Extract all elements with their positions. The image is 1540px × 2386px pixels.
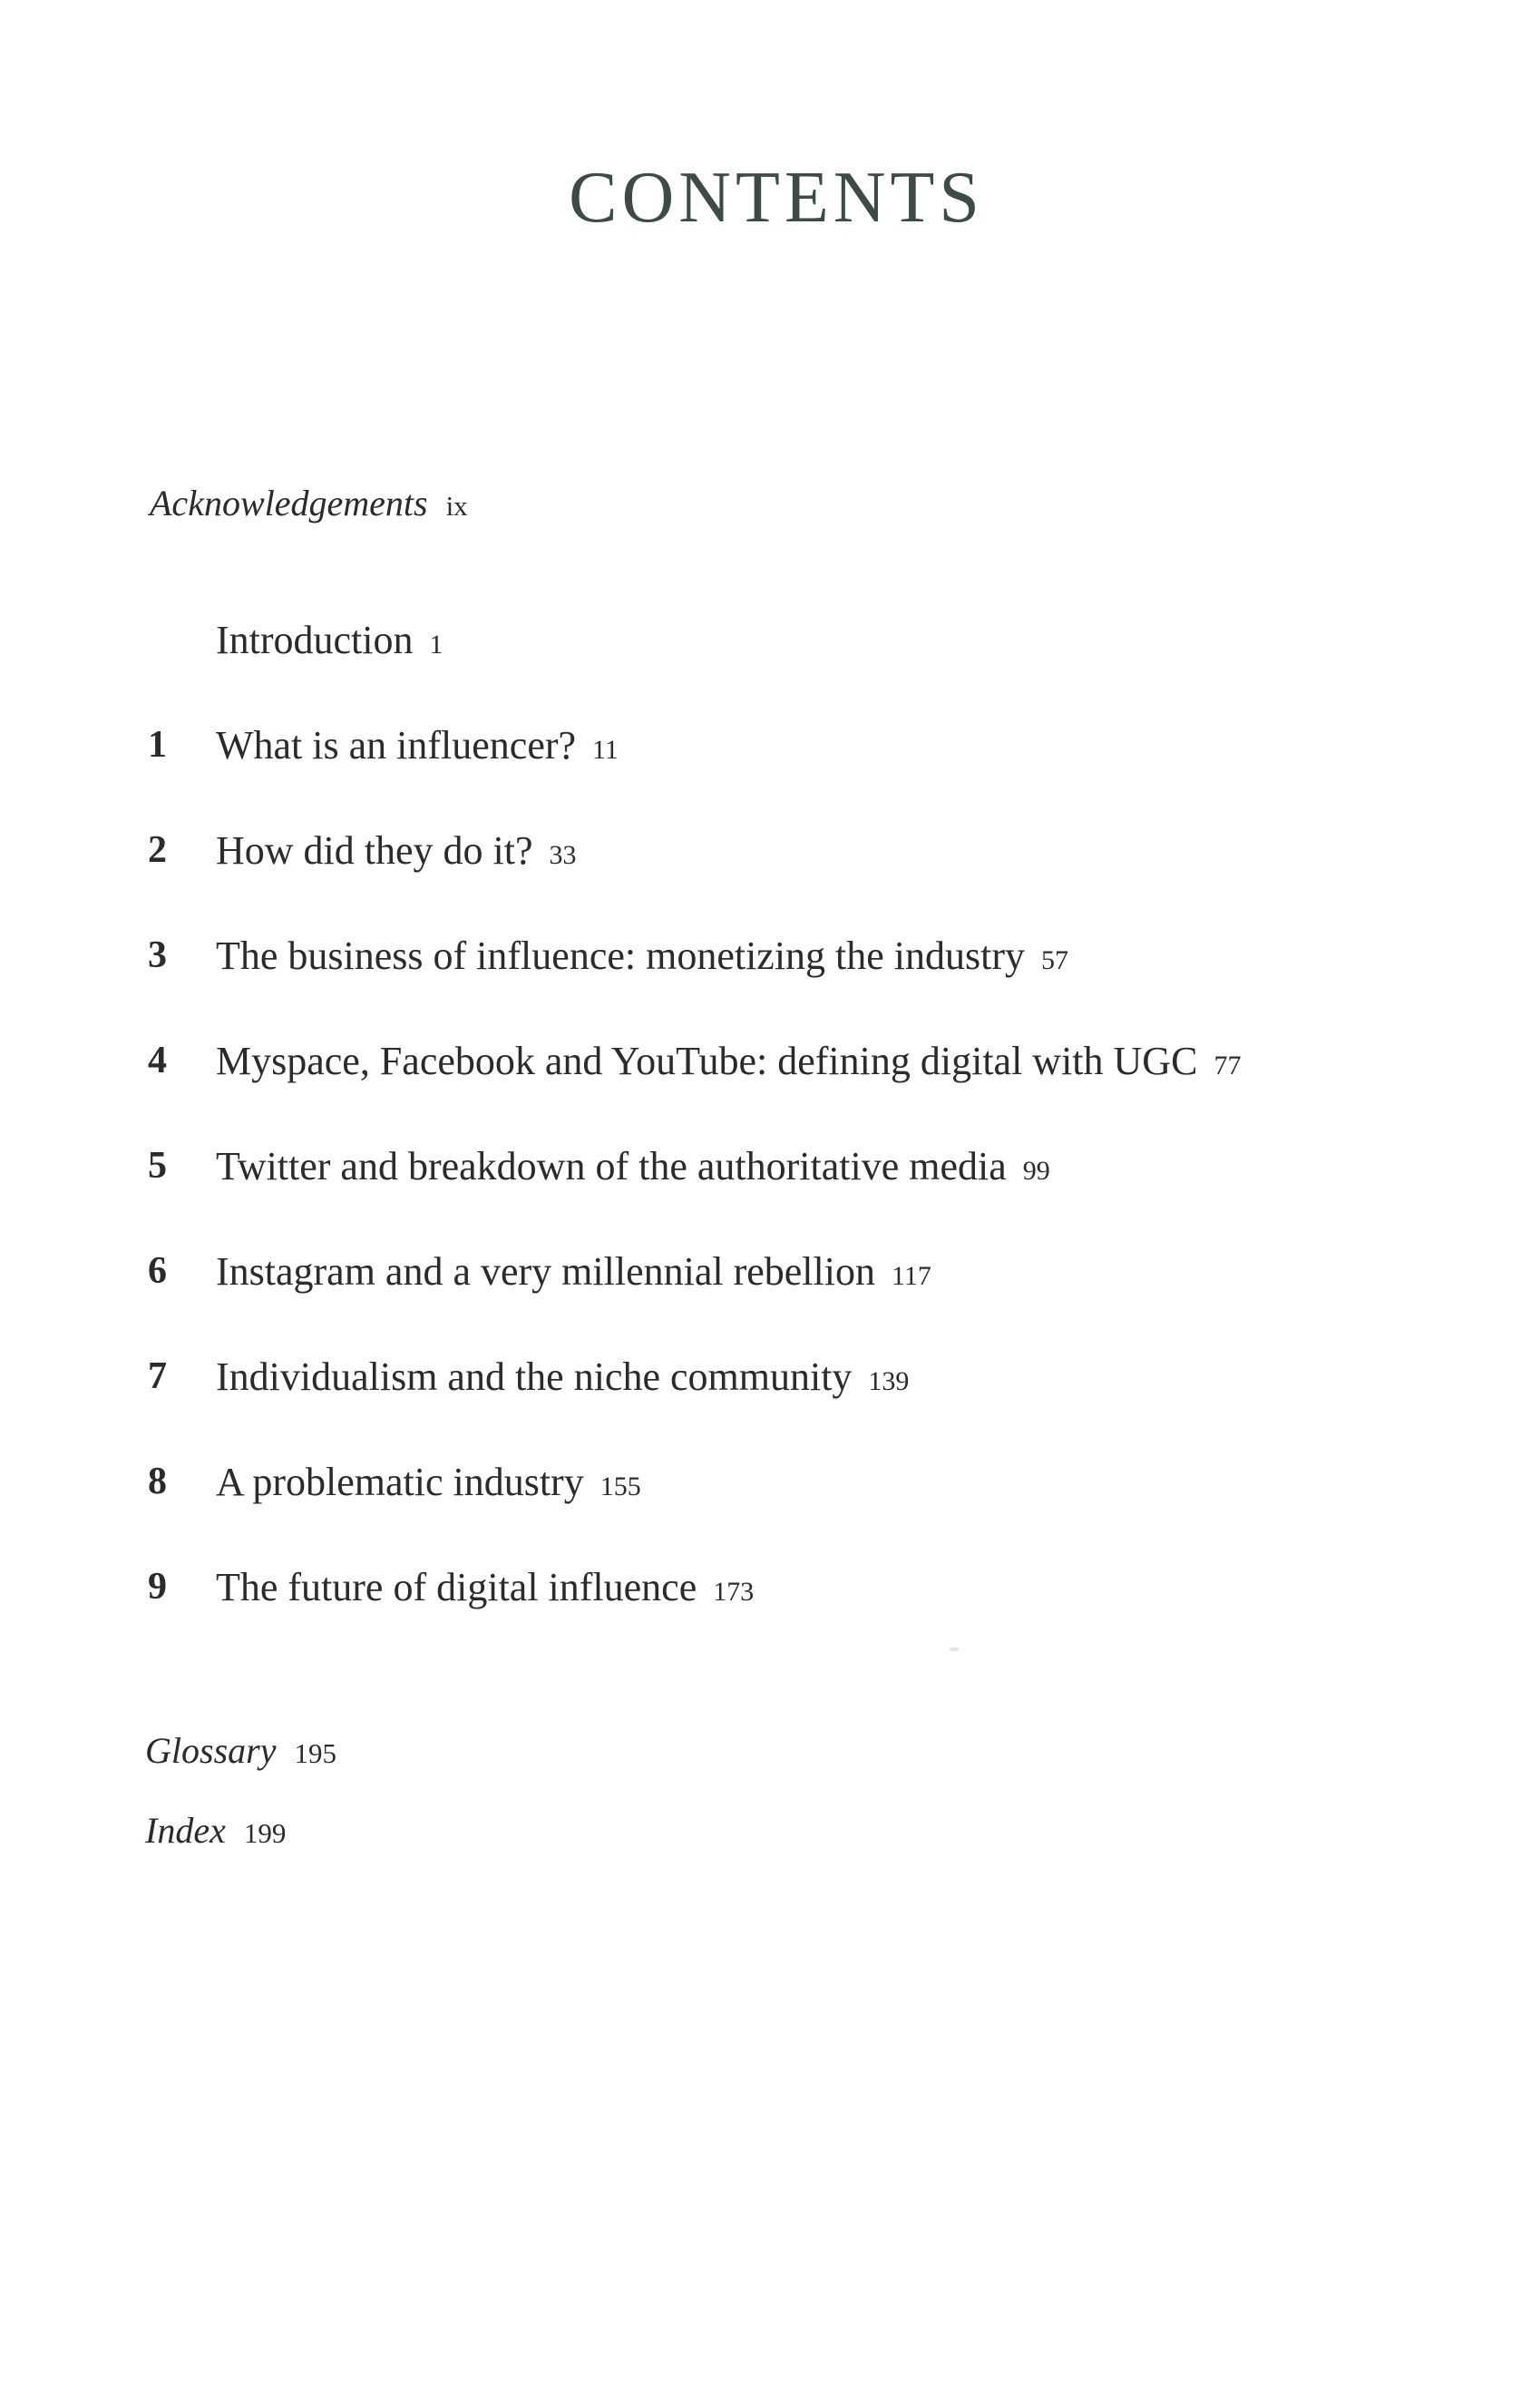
chapter-title (216, 1462, 641, 1502)
chapter-title-text: Instagram and a very millennial rebellion (216, 1249, 875, 1294)
chapter-title (216, 1565, 755, 1609)
toc-entry-acknowledgements[interactable] (150, 485, 468, 522)
entry-page-number: 77 (1213, 1051, 1242, 1081)
chapter-number: 2 (148, 829, 167, 871)
entry-page-number: 155 (599, 1472, 641, 1501)
entry-page-number: 173 (713, 1577, 755, 1607)
chapter-title (216, 1041, 1241, 1081)
chapter-title-text: Myspace, Facebook and YouTube: defining digital with UGC (216, 1039, 1198, 1083)
chapter-number: 5 (148, 1145, 167, 1187)
entry-page-number: 117 (891, 1261, 931, 1291)
chapter-number: 6 (148, 1250, 167, 1292)
chapter-title (216, 936, 1068, 976)
chapter-title (216, 1144, 1050, 1188)
chapter-title-text: A problematic industry (216, 1460, 584, 1504)
chapter-title (216, 1354, 910, 1399)
entry-page-number: ix (445, 490, 468, 522)
chapter-title-text: How did they do it? (216, 828, 533, 873)
chapter-title-text: The business of influence: monetizing the industry (216, 934, 1026, 978)
entry-label: Index (145, 1810, 226, 1851)
introduction-title: Introduction (216, 618, 414, 662)
scan-artifact (950, 1648, 959, 1651)
entry-page-number: 57 (1041, 945, 1069, 975)
chapter-number: 3 (148, 934, 167, 976)
chapter-title-text: The future of digital influence (216, 1565, 697, 1609)
entry-label (216, 618, 443, 662)
chapter-title-text: What is an influencer? (216, 723, 577, 768)
entry-label: Acknowledgements (150, 483, 428, 523)
entry-page-number: 199 (243, 1817, 287, 1849)
entry-page-number: 99 (1022, 1156, 1050, 1186)
entry-page-number: 139 (868, 1366, 910, 1396)
chapter-number: 7 (148, 1355, 167, 1397)
chapter-number: 1 (148, 724, 167, 766)
chapter-title (216, 1249, 931, 1294)
toc-entry-index[interactable] (145, 1810, 287, 1851)
entry-page-number: 1 (429, 630, 443, 660)
chapter-number: 9 (148, 1566, 167, 1608)
chapter-number: 4 (148, 1040, 167, 1081)
page-title: CONTENTS (569, 158, 984, 238)
entry-page-number: 11 (592, 735, 619, 765)
entry-page-number: 195 (294, 1737, 336, 1769)
chapter-title-text: Individualism and the niche community (216, 1354, 853, 1399)
chapter-number: 8 (148, 1461, 167, 1502)
entry-page-number: 33 (549, 840, 577, 870)
chapter-title (216, 723, 619, 768)
chapter-title (216, 828, 577, 873)
toc-entry-glossary[interactable] (145, 1730, 336, 1771)
entry-label: Glossary (145, 1730, 277, 1771)
chapter-title-text: Twitter and breakdown of the authoritative media (216, 1144, 1007, 1188)
